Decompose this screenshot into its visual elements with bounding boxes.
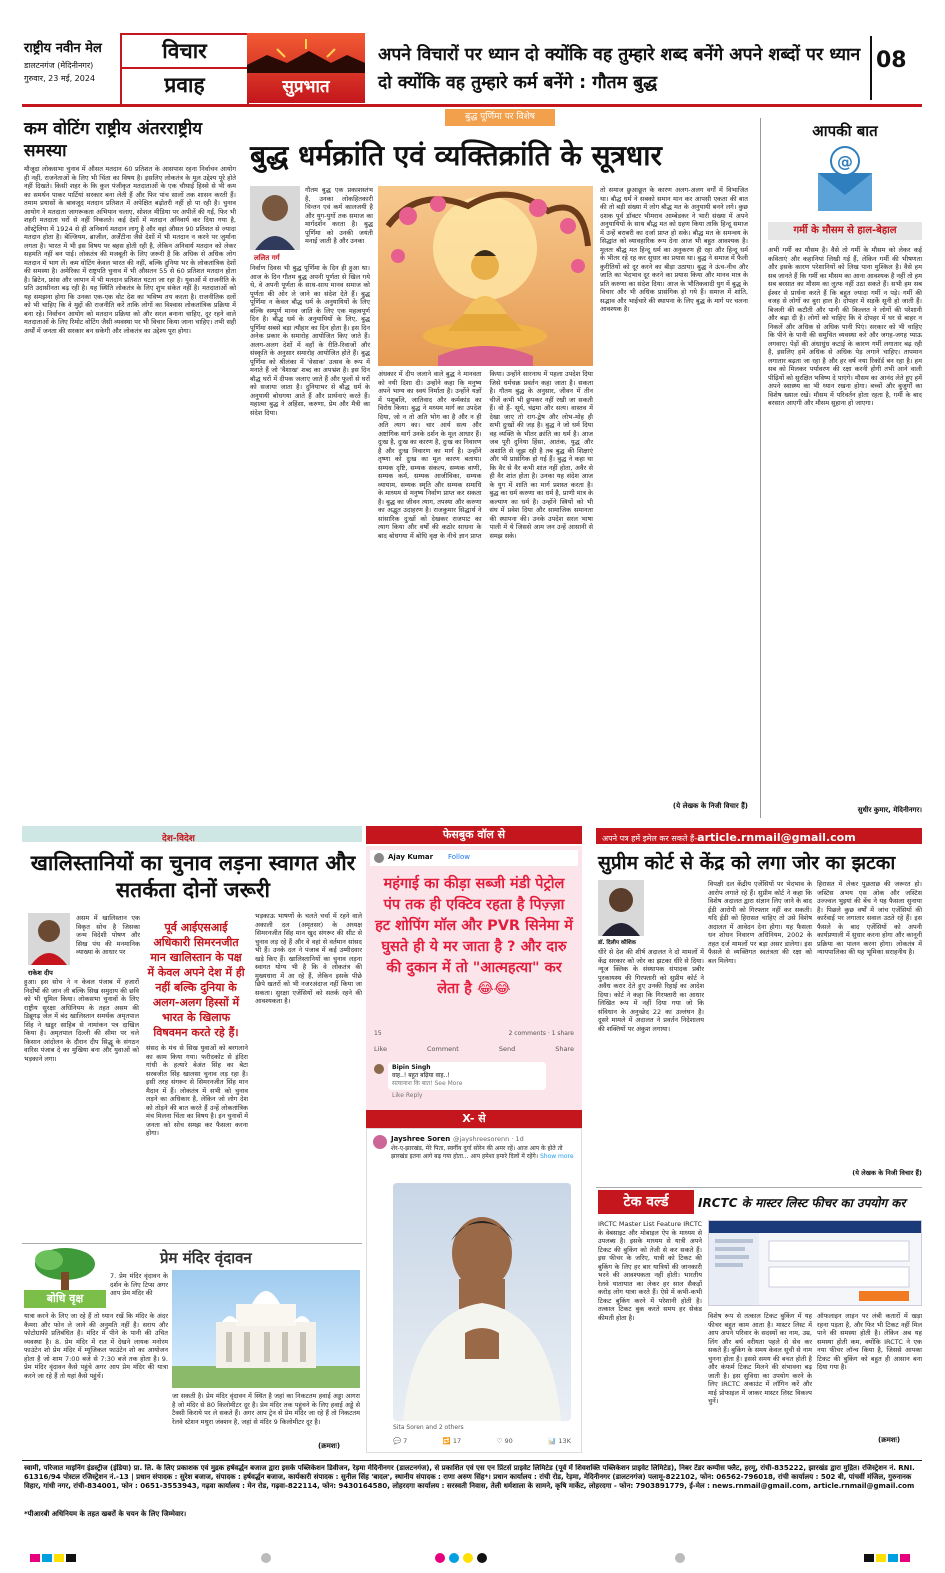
buddha-author: ललित गर्ग xyxy=(254,254,280,262)
x-post-photo xyxy=(393,1183,571,1421)
buddha-headline: बुद्ध धर्मक्रांति एवं व्यक्तिक्रांति के सूत्रधार xyxy=(250,139,662,172)
tech-headline: IRCTC के मास्टर लिस्ट फीचर का उपयोग कर xyxy=(698,1196,906,1210)
supreme-court-footnote: (ये लेखक के निजी विचार हैं) xyxy=(852,1169,922,1177)
email-banner xyxy=(596,828,922,844)
prem-mandir-col-2: जा सकती है। प्रेम मंदिर वृंदावन में स्थित है जहां का निकटतम हवाई अड्डा आगरा है जो मंदिर से 80 किलोमीटर दूर है। प्रेम मंदिर तक पहुंचने के लिए हवाई अड्डे से टैक्सी किराये पर ले सकते हैं। अगर आप ट्रेन से प्रेम मंदिर जा रहे हैं तो निकटतम रेलवे स्टेशन मथुरा जंक्शन है, जहां से मंदिर 9 किलोमीटर दूर है। xyxy=(172,1392,360,1426)
x-stats xyxy=(393,1437,571,1445)
prem-mandir-headline: प्रेम मंदिर वृंदावन xyxy=(160,1249,252,1267)
tech-credit: (क्रमशः) xyxy=(878,1436,901,1444)
facebook-actions xyxy=(374,1045,574,1057)
khalistan-headline: खालिस्तानियों का चुनाव लड़ना स्वागत और सतर्कता दोनों जरूरी xyxy=(30,851,356,902)
facebook-user: Ajay Kumar xyxy=(388,853,434,861)
tech-col-2: विशेष रूप से तत्काल टिकट बुकिंग में यह फीचर बहुत काम आता है। मास्टर लिस्ट में आप अपने परिवार के सदस्यों का नाम, उम्र, लिंग और बर्थ वरीयता पहले से सेव कर सकते हैं। बुकिंग के समय केवल सूची से नाम चुनना होता है। इससे समय की बचत होती है और कंफर्म टिकट मिलने की संभावना बढ़ जाती है। इस सुविधा का उपयोग करने के लिए IRCTC अकाउंट में लॉगिन करें और माई प्रोफाइल में जाकर मास्टर लिस्ट विकल्प चुनें। xyxy=(708,1312,812,1405)
buddha-illustration xyxy=(378,186,593,366)
tech-world-tag: टेक वर्ल्ड xyxy=(598,1190,694,1214)
facebook-follow-link[interactable]: Follow xyxy=(448,853,470,861)
ajay-avatar-icon xyxy=(374,853,384,863)
supreme-court-col-2: विपक्षी दल केंद्रीय एजेंसियों पर भेदभाव के आरोप लगाते रहे हैं। सुप्रीम कोर्ट ने कहा कि विशेष अदालत द्वारा संज्ञान लिए जाने के बाद ईडी आरोपी को गिरफ्तार नहीं कर सकती। यदि ईडी को हिरासत चाहिए तो उसे विशेष अदालत में आवेदन देना होगा। यह फैसला धन शोधन निवारण अधिनियम, 2002 के तहत दर्ज मामलों पर बड़ा असर डालेगा। इस फैसले से व्यक्तिगत स्वतंत्रता की रक्षा को बल मिलेगा। xyxy=(708,880,812,965)
x-user: Jayshree Soren xyxy=(391,1135,451,1143)
x-repost-count[interactable]: 🔁 17 xyxy=(442,1437,462,1445)
facebook-comment xyxy=(374,1062,574,1102)
facebook-like-button[interactable]: Like xyxy=(374,1045,387,1053)
editorial-headline: कम वोटिंग राष्ट्रीय अंतरराष्ट्रीय समस्या xyxy=(24,119,203,161)
section-pravah: प्रवाह xyxy=(122,67,247,101)
x-handle: @jayshreesorenn · 1d xyxy=(453,1135,524,1143)
masthead-divider xyxy=(870,36,872,100)
imprint-text: स्वामी, परिजात माइनिंग इंडस्ट्रीज (इंडिया) प्रा. लि. के लिए प्रकाशक एवं मुद्रक हर्षवर्द्धन बजाज द्वारा इसके पब्लिकेशन डिवीजन, रेड़मा मेदिनीनगर (डालटनगंज), से प्रकाशित एवं एस एन प्रिंटर्स प्राइवेट लिमिटेड (पूर्व में शिवशक्ति पब्लिकेशन प्राइवेट लिमिटेड), निबर टेंडर कम्पीस फ्लैट, हरमू, रांची-835222, झारखंड द्वारा मुद्रित। रजिस्ट्रेशन नं. RNI. 61316/94 पोस्टल रजिस्ट्रेशन नं.-13 | प्रधान संपादक : सुरेश बजाज, संपादक : हर्षवर्द्धन बजाज, कार्यकारी संपादक : सुनील सिंह 'बादल', स्थानीय संपादक : राणा अरुण सिंह*। प्रधान कार्यालय : रांची रोड, रेड़मा, मेदिनीनगर (डालटनगंज) पलामू-822102, फोन: 06562-796018, रांची कार्यालय : 502 बी, पांचवीं मंजिल, गुरुनानक विहार, गांधी नगर, रांची-834001, फोन : 0651-3553943, गढ़वा कार्यालय : मेन रोड, गढ़वा-822114, फोन: 9430164580, लोहरदगा कार्यालय : सरस्वती निवास, तेली धर्मशाला के सामने, कृषि मार्केट, लोहरदगा - फोन: 7903891779, ई-मेल : news.rnmail@gmail.com, article.rnmail@gmail.com xyxy=(24,1464,915,1491)
x-text-block xyxy=(391,1145,575,1161)
vichar-pravah-box xyxy=(120,33,249,107)
facebook-share-button[interactable]: Share xyxy=(555,1045,574,1053)
x-text: शेर-ए-झारखंड, मेरे पिता, स्वर्गीय दुर्गा सोरेन की अमर रहें। आज आप के होते तो झारखंड इतना आगे बढ़ गया होता... आप हमेशा हमारे दिलों में रहेंगे। xyxy=(391,1145,563,1160)
comment-text: वाह..! बहुत बढ़िया वाह..! xyxy=(392,1072,450,1079)
aapki-baat-body: अभी गर्मी का मौसम है। वैसे तो गर्मी के मौसम को लेकर कई कविताएं और कहानियां लिखी गई हैं, लेकिन गर्मी की भीषणता और इसके कारण परेशानियों को लिख पाना मुश्किल है। वैसे हम सब जानते हैं कि गर्मी का मौसम का आना आवश्यक है नहीं तो हम सब बरसात का मौसम का लुत्फ नहीं उठा सकते हैं। सभी हम सब ईश्वर से प्रार्थना करते हैं कि बहुत ज्यादा गर्मी न पड़े। गर्मी की वजह से लोगों का बुरा हाल है। दोपहर में सड़कें सूनी हो जाती हैं। बिजली की कटौती और पानी की किल्लत ने लोगों की परेशानी और बढ़ा दी है। लोगों को चाहिए कि वे दोपहर में घर से बाहर न निकलें और अधिक से अधिक पानी पिएं। सरकार को भी चाहिए कि पीने के पानी की समुचित व्यवस्था करे और जगह-जगह प्याऊ लगवाए। पेड़ों की अंधाधुंध कटाई के कारण गर्मी लगातार बढ़ रही है, इसलिए हमें अधिक से अधिक पेड़ लगाने चाहिए। तापमान लगातार बढ़ता जा रहा है और हर वर्ष नया रिकॉर्ड बन रहा है। हम सब को मिलकर पर्यावरण की रक्षा करनी होगी तभी आने वाली पीढ़ियों को सुरक्षित भविष्य दे पाएंगे। मौसम का आनंद लेते हुए हमें अपने स्वास्थ्य का भी ध्यान रखना होगा। बच्चों और बुजुर्गों का विशेष ख्याल रखें। मौसम में परिवर्तन होता रहता है, गर्मी के बाद बरसात आएगी और मौसम सुहाना हो जाएगा। xyxy=(768,246,922,407)
facebook-tag: फेसबुक वॉल से xyxy=(366,826,582,844)
facebook-send-button[interactable]: Send xyxy=(498,1045,516,1053)
buddha-col-4: तो समाज छुआछूत के कारण अलग-अलग वर्गों में विभाजित था। बौद्ध धर्म ने सबको समान मान कर आपसी एकता की बात की तो बड़ी संख्या में लोग बौद्ध मत के अनुयायी बनने लगे। कुछ दशक पूर्व डॉक्टर भीमराव आम्बेडकर ने भारी संख्या में अपने अनुयायियों के साथ बौद्ध मत को ग्रहण किया ताकि हिन्दू समाज में उन्हें बराबरी का दर्जा प्राप्त हो सके। बौद्ध मत के समन्वय के सिद्धांत को व्यावहारिक रूप देना आज भी बहुत आवश्यक है। मूलतः बौद्ध मत हिन्दू धर्म का अनुकरण ही रहा और हिन्दू धर्म के भीतर रहे रह कर सुधार का प्रयास था। बुद्ध ने समाज में फैली कुरीतियों को दूर करने का बीड़ा उठाया। बुद्ध ने ऊंच-नीच और जाति का भेदभाव दूर करने का प्रयास किया और मानव मात्र के प्रति करुणा का संदेश दिया। आज के भौतिकवादी युग में बुद्ध के विचार और भी अधिक प्रासंगिक हो गये हैं। समाज में शांति, सद्भाव और भाईचारे की स्थापना के लिए बुद्ध के मार्ग पर चलना आवश्यक है। xyxy=(600,186,748,313)
facebook-comment-button[interactable]: Comment xyxy=(426,1045,459,1053)
khalistan-col-1: हुआ। इस सोच ने न केवल पंजाब में हजारों निर्दोषों की जान ली बल्कि सिख समुदाय की छवि को भी धूमिल किया। लोकसभा चुनावों के लिए राष्ट्रीय सुरक्षा अधिनियम के तहत असम की डिब्रूगढ़ जेल में बंद खालिस्तान समर्थक अमृतपाल सिंह ने खडूर साहिब से नामांकन पत्र दाखिल किया है। अमृतपाल दिल्ली की सीमा पर चले किसान आंदोलन के दौरान दीप सिद्धू के संगठन वारिस पंजाब दे का मुखिया बना और युवाओं को भड़काने लगा। xyxy=(24,978,139,1063)
bodhi-vriksh-label: बोधि वृक्ष xyxy=(24,1290,106,1308)
email-envelope-icon xyxy=(815,143,875,213)
tech-col-3: ऑफलाइन लाइन पर लंबी कतारों में खड़ा रहना पड़ता है, और फिर भी टिकट नहीं मिल पाने की समस्या होती है। लेकिन अब यह समस्या होती कम, क्योंकि IRCTC ने एक नया फीचर लॉन्च किया है, जिससे आपका टिकट की बुकिंग को बहुत ही आसान बना दिया गया है। xyxy=(817,1312,922,1371)
sunrise-icon xyxy=(247,33,365,73)
place-line: डालटनगंज (मेदिनीनगर) xyxy=(24,61,94,70)
paper-name: राष्ट्रीय नवीन मेल xyxy=(24,41,102,56)
khalistan-pullquote: पूर्व आईएसआई अधिकारी सिमरनजीत मान खालिस्तान के पक्ष में केवल अपने देश में ही नहीं बल्कि दुनिया के अलग-अलग हिस्सों में भारत के खिलाफ विषवमन करते रहे हैं। xyxy=(147,921,245,1039)
irctc-screenshot xyxy=(708,1220,922,1306)
tech-col-1: IRCTC Master List Feature IRCTC के वेबसाइट और मोबाइल ऐप के माध्यम से उपलब्ध है। इसके माध्यम से यात्री अपने टिकट की बुकिंग को तेजी से कर सकते हैं। इस फीचर के जरिए, यात्री को टिकट की बुकिंग के लिए हर बार यात्रियों की जानकारी भरने की आवश्यकता नहीं होती। भारतीय रेलवे यातायात का लेकर हर साल सैकड़ों करोड़ लोग यात्रा करते हैं। ऐसे में कभी-कभी टिकट बुकिंग करने में परेशानी होती है। तत्काल टिकट बुक करते समय हर सेकंड कीमती होता है। xyxy=(598,1220,702,1322)
facebook-post-header xyxy=(370,850,578,866)
email-banner-address: article.rnmail@gmail.com xyxy=(697,831,856,844)
facebook-comment-count: 2 comments · 1 share xyxy=(508,1030,574,1037)
supreme-court-headline: सुप्रीम कोर्ट से केंद्र को लगा जोर का झटका xyxy=(598,852,896,874)
tree-icon xyxy=(24,1246,106,1290)
buddha-col-2: अंधकार में दीप जलाने वाले बुद्ध ने मानवता को नयी दिशा दी। उन्होंने कहा कि मनुष्य अपने भाग्य का स्वयं निर्माता है। उन्होंने यज्ञों में पशुबलि, जातिवाद और कर्मकांड का विरोध किया। बुद्ध ने मध्यम मार्ग का उपदेश दिया, जो न तो अति भोग का है और न ही अति त्याग का। चार आर्य सत्य और अष्टांगिक मार्ग उनके दर्शन के मूल आधार हैं। दुःख है, दुःख का कारण है, दुःख का निवारण है और दुःख निवारण का मार्ग है। उन्होंने तृष्णा को दुःख का मूल कारण बताया। सम्यक दृष्टि, सम्यक संकल्प, सम्यक वाणी, सम्यक कर्म, सम्यक आजीविका, सम्यक व्यायाम, सम्यक स्मृति और सम्यक समाधि के माध्यम से मनुष्य निर्वाण प्राप्त कर सकता है। बुद्ध का जीवन त्याग, तपस्या और करुणा का अद्भुत उदाहरण है। राजकुमार सिद्धार्थ ने सांसारिक दुःखों को देखकर राजपाट का त्याग किया और वर्षों की कठोर साधना के बाद बोधगया में बोधि वृक्ष के नीचे ज्ञान प्राप्त किया। उन्होंने सारनाथ में पहला उपदेश दिया जिसे धर्मचक्र प्रवर्तन कहा जाता है। सकता है। गौतम बुद्ध के अनुसार, जीवन में तीन चीजें कभी भी छुपकर नहीं रखी जा सकती हैं। वो हैं- सूर्य, चंद्रमा और सत्य। वास्तव में देखा जाए तो राग-द्वेष और लोभ-मोह ही सभी दुःखों की जड़ है। बुद्ध ने जो धर्म दिया वह व्यक्ति के भीतर क्रांति का धर्म है। आज जब पूरी दुनिया हिंसा, आतंक, युद्ध और अशांति से जूझ रही है तब बुद्ध की शिक्षाएं और भी प्रासंगिक हो गई हैं। बुद्ध ने कहा था कि वैर से वैर कभी शांत नहीं होता, अवैर से ही वैर शांत होता है। उनका यह संदेश आज के युग में शांति का मार्ग प्रशस्त करता है। बुद्ध का धर्म करुणा का धर्म है, प्राणी मात्र के कल्याण का धर्म है। उन्होंने स्त्रियों को भी संघ में प्रवेश दिया और सामाजिक समानता की स्थापना की। उनके उपदेश सरल भाषा पाली में थे जिससे आम जन उन्हें आसानी से समझ सके। xyxy=(378,370,593,540)
print-color-marks xyxy=(30,1552,910,1564)
author-photo-lalit xyxy=(250,186,300,250)
facebook-reaction-count: 15 xyxy=(374,1030,382,1037)
x-reply-count[interactable]: 💬 7 xyxy=(393,1437,408,1445)
editorial-body: मौजूदा लोकसभा चुनाव में औसत मतदान 60 प्रतिशत के आसपास रहना निर्वाचन आयोग ही नहीं, राजनेताओं के लिए भी चिंता का विषय है। इसलिए लोकतंत्र के मूल उद्देश्य पूरे होते नहीं दिखते। किसी शहर के कि कुल पंजीकृत मतदाताओं के एक चौथाई हिस्से से भी कम का समर्थन पाकर पार्टियां सरकार बना लेती हैं और फिर पांच सालों तक शासन करती हैं। तमाम प्रयासों के बावजूद मतदान प्रतिशत में अपेक्षित बढ़ोतरी नहीं हो पा रही है। चुनाव आयोग ने मतदाता जागरूकता अभियान चलाए, सोशल मीडिया पर अपीलें की गईं, फिर भी शहरी मतदाता घरों से नहीं निकलते। कई देशों में मतदान अनिवार्य कर दिया गया है, ऑस्ट्रेलिया में 1924 से ही अनिवार्य मतदान लागू है और वहां औसत 90 प्रतिशत से ज्यादा मतदान होता है। बेल्जियम, ब्राजील, अर्जेंटीना जैसे देशों में भी मतदान न करने पर जुर्माना लगता है। भारत में भी इस विषय पर बहस होती रही है, लेकिन अनिवार्य मतदान को लेकर सहमति नहीं बन पाई। लोकतंत्र की मजबूती के लिए जरूरी है कि अधिक से अधिक लोग मतदान में भाग लें। कम वोटिंग केवल भारत की नहीं, बल्कि दुनिया भर के लोकतांत्रिक देशों की समस्या है। अमेरिका में राष्ट्रपति चुनाव में भी औसतन 55 से 60 प्रतिशत मतदान होता है। ब्रिटेन, फ्रांस और जापान में भी मतदान प्रतिशत घटता जा रहा है। युवाओं में राजनीति के प्रति उदासीनता बढ़ रही है। यह स्थिति लोकतंत्र के लिए शुभ संकेत नहीं है। मतदाताओं को यह समझना होगा कि उनका एक-एक वोट देश का भविष्य तय करता है। राजनीतिक दलों को भी चाहिए कि वे मुद्दों की राजनीति करें ताकि लोगों का विश्वास लोकतांत्रिक प्रक्रिया में बना रहे। निर्वाचन आयोग को मतदान प्रक्रिया को और सरल बनाना चाहिए, दूर रहने वाले मतदाताओं के लिए रिमोट वोटिंग जैसी व्यवस्था पर भी विचार किया जाना चाहिए। तभी सही अर्थों में जनता की सरकार बन सकेगी और लोकतंत्र का उद्देश्य पूरा होगा। xyxy=(24,165,236,335)
x-tag: X- से xyxy=(366,1110,582,1128)
supreme-court-col-1: धीरे से देश की शीर्ष अदालत ने दो मामलों में केंद्र सरकार को जोर का झटका धीरे से दिया। न्यूज क्लिक के संस्थापक संपादक प्रबीर पुरकायस्थ की गिरफ्तारी को सुप्रीम कोर्ट ने अवैध करार देते हुए उनकी रिहाई का आदेश दिया। कोर्ट ने कहा कि गिरफ्तारी का आधार लिखित रूप में नहीं दिया गया जो कि संविधान के अनुच्छेद 22 का उल्लंघन है। दूसरे मामले में अदालत ने प्रवर्तन निदेशालय की शक्तियों पर अंकुश लगाया। xyxy=(598,948,704,1033)
author-photo-rakesh xyxy=(28,913,70,965)
jayshree-avatar-icon xyxy=(373,1135,387,1149)
khalistan-col-2: संसद के मंच से सिख युवाओं को बरगलाने का काम किया गया। फरीदकोट से इंदिरा गांधी के हत्यारे बेअंत सिंह का बेटा सरबजीत सिंह खालसा चुनाव लड़ रहा है। इसी तरह संगरूर से सिमरनजीत सिंह मान मैदान में हैं। लोकतंत्र में सभी को चुनाव लड़ने का अधिकार है, लेकिन जो लोग देश को तोड़ने की बात करते हैं उन्हें लोकतांत्रिक मंच मिलना चिंता का विषय है। इन चुनावों में जनता को सोच समझ कर फैसला करना होगा। xyxy=(146,1044,248,1137)
comment-actions[interactable]: Like Reply xyxy=(392,1092,423,1099)
supreme-court-author: डॉ. दिलीप कौशिक xyxy=(598,940,636,946)
masthead-rule xyxy=(22,104,922,107)
khalistan-author: राकेश दीप xyxy=(28,969,53,977)
khalistan-col-3: भड़काऊ भाषणों के चलते चर्चा में रहने वाले अकाली दल (अमृतसर) के अध्यक्ष सिमरनजीत सिंह मान खुद संगरूर की सीट से चुनाव लड़ रहे हैं और वे वहां से वर्तमान सांसद भी हैं। उनके दल ने पंजाब में कई उम्मीदवार खड़े किए हैं। खालिस्तानियों का चुनाव लड़ना स्वागत योग्य भी है कि वे लोकतंत्र की मुख्यधारा में आ रहे हैं, लेकिन इसके पीछे छिपे खतरों को भी नजरअंदाज नहीं किया जा सकता। सुरक्षा एजेंसियों को सतर्क रहने की आवश्यकता है। xyxy=(255,912,362,1005)
page-number: 08 xyxy=(876,48,907,73)
x-photo-caption: Sita Soren and 2 others xyxy=(393,1424,464,1431)
masthead-quote: अपने विचारों पर ध्यान दो क्योंकि वह तुम्हारे शब्द बनेंगे अपने शब्दों पर ध्यान दो क्योंकि वह तुम्हारे कर्म बनेंगे : गौतम बुद्ध xyxy=(378,45,861,93)
prem-mandir-credit: (क्रमशः) xyxy=(318,1442,341,1450)
buddha-col-1: निर्वाण दिवस भी बुद्ध पूर्णिमा के दिन ही हुआ था। आज के दिन गौतम बुद्ध अपनी पूर्णता से खिल गये थे, वे अपनी पूर्णता के साथ-साथ मानव समाज को पूर्णता की ओर ले जाने का संदेश देते हैं। बुद्ध पूर्णिमा न केवल बौद्ध धर्म के अनुयायियों के लिए बल्कि सम्पूर्ण मानव जाति के लिए एक महत्वपूर्ण दिन है। बौद्ध धर्म के अनुयायियों के लिए, बुद्ध पूर्णिमा सबसे बड़ा त्यौहार का दिन होता है। इस दिन अनेक प्रकार के समारोह आयोजित किए जाते हैं। अलग-अलग देशों में वहाँ के रीति-रिवाजों और संस्कृति के अनुसार समारोह आयोजित होते हैं। बुद्ध पूर्णिमा को श्रीलंका में 'वेसाक' उत्सव के रूप में मनाते हैं जो 'वैशाख' शब्द का अपभ्रंश है। इस दिन बौद्ध घरों में दीपक जलाए जाते हैं और फूलों से घरों को सजाया जाता है। दुनियाभर से बौद्ध धर्म के अनुयायी बोधगया आते हैं और प्रार्थनाएं करते हैं। महात्मा बुद्ध ने अहिंसा, करुणा, प्रेम और मैत्री का संदेश दिया। xyxy=(250,264,370,417)
facebook-post-text: महंगाई का कीड़ा सब्जी मंडी पेट्रोल पंप तक ही एक्टिव रहता है पिज़्ज़ा हट शोपिंग मॉल और PVR सिनेमा में घुसते ही ये मर जाता है ? और दारु की दुकान में तो "आत्महत्या" कर लेता है 😂😂 xyxy=(375,876,573,997)
masthead-logo-block xyxy=(24,38,124,100)
imprint-note: *पीआरबी अधिनियम के तहत खबरों के चयन के लिए जिम्मेवार। xyxy=(24,1510,187,1518)
prem-mandir-col-1-top: 7. प्रेम मंदिर वृंदावन के दर्शन के लिए टिप्स अगर आप प्रेम मंदिर की xyxy=(110,1272,168,1297)
khalistan-col-1-top: असम में खालिस्तान एक विकृत सोच है जिसका जन्म विदेशी पोषण और सिख पंथ की मनमानिक व्याख्या के आधार पर xyxy=(76,914,140,956)
x-show-more-link[interactable]: Show more xyxy=(539,1153,574,1160)
buddha-tag: बुद्ध पूर्णिमा पर विशेष xyxy=(445,109,555,126)
suprabhat-label: सुप्रभात xyxy=(282,77,330,97)
buddha-footnote: (ये लेखक के निजी विचार हैं) xyxy=(672,802,748,810)
buddha-col-1-top: गौतम बुद्ध एक प्रकाशस्तंभ है, उनका लोकहितकारी चिन्तन एवं कर्म कालजयी है और युग-युगों तक समाज का मार्गदर्शन करता है। बुद्ध पूर्णिमा को उनकी जयंती मनाई जाती है और उनका xyxy=(305,186,373,245)
desh-videsh-bar xyxy=(22,826,362,842)
commenter-name: Bipin Singh xyxy=(392,1064,431,1071)
comment-meta: सत्यानाश कि बात! See More xyxy=(392,1080,463,1087)
bipin-avatar-icon xyxy=(374,1064,384,1074)
tech-rule xyxy=(596,1187,922,1188)
desh-videsh-tag: देश-विदेश xyxy=(162,834,195,844)
x-post-card xyxy=(366,1128,582,1453)
prem-mandir-photo xyxy=(172,1270,360,1388)
date-line: गुरुवार, 23 मई, 2024 xyxy=(24,74,96,83)
x-like-count[interactable]: ♡ 90 xyxy=(496,1437,513,1445)
facebook-stats xyxy=(374,1030,574,1042)
x-view-count[interactable]: 📊 13K xyxy=(548,1437,571,1445)
prem-mandir-col-1: यात्रा करने के लिए जा रहे हैं तो ध्यान रखें कि मंदिर के अंदर कैमरा और फोन ले जाने की अनुमति नहीं है। सराय और फोटोग्राफी प्रतिबंधित है। मंदिर में पीने के पानी की उचित व्यवस्था है। 8. प्रेम मंदिर में रात में देखने लायक मनोरम फाउंटेन शो प्रेम मंदिर में म्यूजिकल फाउंटेन शो का आयोजन होता है जो शाम 7:00 बजे से 7:30 बजे तक होता है। 9. प्रेम मंदिर वृंदावन कैसे पहुंचे अगर आप प्रेम मंदिर की यात्रा करने जा रहे हैं तो यहां कैसे पहुंचें। xyxy=(24,1312,168,1380)
svg-text:@: @ xyxy=(837,152,853,171)
aapki-baat-signature: सुधीर कुमार, मेदिनीनगर। xyxy=(857,806,922,814)
author-photo-dilip xyxy=(598,880,644,936)
prem-mandir-rule xyxy=(22,1243,362,1244)
suprabhat-box xyxy=(247,33,365,103)
imprint-rule xyxy=(22,1460,922,1461)
aapki-baat-subhead: गर्मी के मौसम से हाल-बेहाल xyxy=(768,222,922,240)
section-vichar: विचार xyxy=(162,39,207,63)
email-banner-prefix: अपने पत्र हमें इमेल कर सकते हैं- xyxy=(602,834,698,843)
aapki-baat-title: आपकी बात xyxy=(812,122,878,140)
supreme-court-col-3: हिरासत में लेकर पूछताछ की जरूरत हो। जस्टिस अभय एस ओक और जस्टिस उज्ज्वल भुइयां की बेंच ने यह फैसला सुनाया है। पिछले कुछ वर्षों में जांच एजेंसियों की कार्रवाई पर लगातार सवाल उठते रहे हैं। इस फैसले के बाद एजेंसियों को अपनी कार्यप्रणाली में सुधार करना होगा और कानूनी प्रक्रिया का पालन करना होगा। लोकतंत्र में न्यायपालिका की यह भूमिका सराहनीय है। xyxy=(817,880,922,956)
